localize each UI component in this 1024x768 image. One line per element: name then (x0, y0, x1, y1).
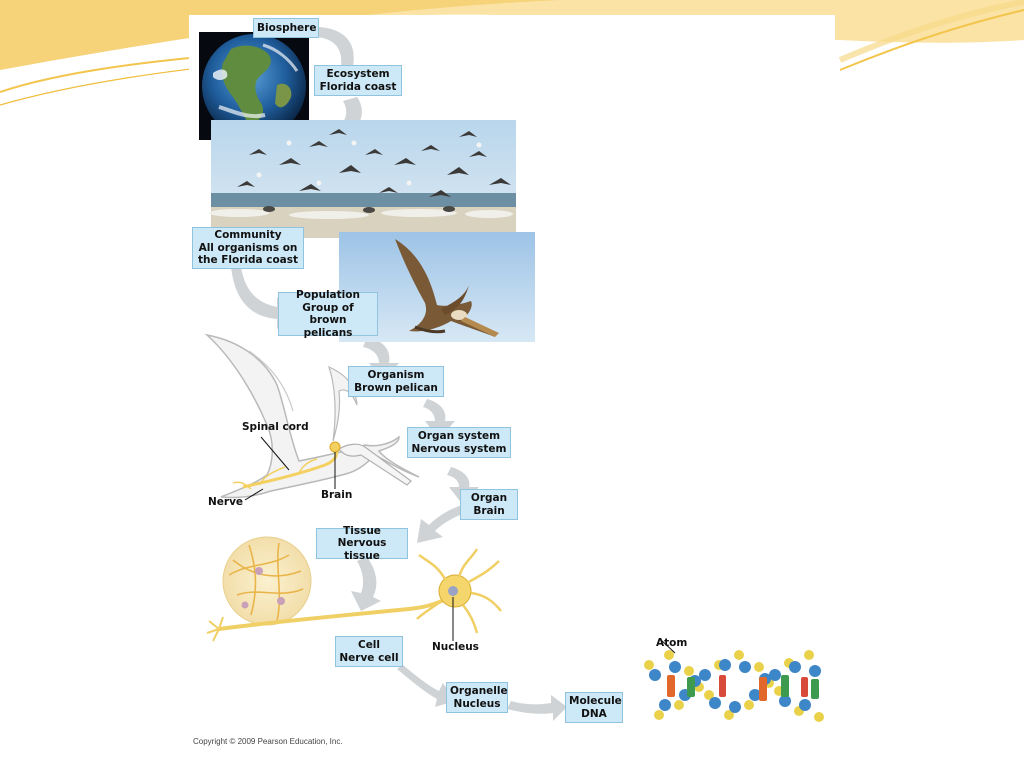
organism-title: Organism (367, 369, 425, 381)
organ-title: Organ (470, 492, 508, 504)
callout-nucleus: Nucleus (432, 641, 479, 653)
label-ecosystem (314, 65, 402, 96)
tissue-description: Nervous tissue (337, 537, 387, 562)
community-description-line1: All organisms on (198, 241, 298, 254)
organelle-title: Organelle (450, 685, 508, 697)
biosphere-title: Biosphere (257, 21, 317, 34)
callout-spinal-cord: Spinal cord (242, 421, 309, 433)
label-molecule (565, 692, 623, 723)
nervous-tissue-image (223, 537, 311, 625)
population-title: Population (296, 289, 360, 301)
callout-atom: Atom (656, 637, 688, 649)
tissue-title: Tissue (343, 524, 381, 537)
dna-molecule-image (637, 640, 829, 727)
organ-system-title: Organ system (417, 430, 501, 442)
label-organ-system (407, 427, 511, 458)
ecosystem-description: Florida coast (319, 80, 397, 93)
label-biosphere (253, 18, 319, 38)
community-title: Community (214, 229, 282, 242)
label-organ (460, 489, 518, 520)
organelle-description: Nucleus (453, 697, 501, 710)
levels-of-organization-diagram (189, 15, 835, 753)
label-population (278, 289, 378, 339)
label-community (192, 227, 304, 269)
copyright-notice: Copyright © 2009 Pearson Education, Inc. (193, 737, 343, 746)
population-description-line2: pelicans (303, 326, 353, 339)
slide-content (189, 15, 835, 753)
organism-description: Brown pelican (354, 381, 438, 394)
organ-system-description: Nervous system (411, 442, 507, 455)
callout-nerve: Nerve (208, 496, 244, 508)
label-cell (335, 636, 403, 667)
molecule-title: Molecule (569, 695, 622, 707)
molecule-description: DNA (581, 707, 607, 720)
organ-description: Brain (473, 504, 505, 517)
ecosystem-coast-image (209, 120, 516, 238)
label-organism (348, 366, 444, 397)
cell-description: Nerve cell (339, 651, 399, 664)
population-description-line1: Group of brown (302, 301, 354, 326)
label-tissue (316, 524, 408, 562)
community-description-line2: the Florida coast (197, 254, 299, 267)
label-organelle (446, 682, 508, 713)
ecosystem-title: Ecosystem (326, 68, 390, 80)
cell-title: Cell (357, 639, 381, 651)
callout-brain: Brain (321, 489, 353, 501)
